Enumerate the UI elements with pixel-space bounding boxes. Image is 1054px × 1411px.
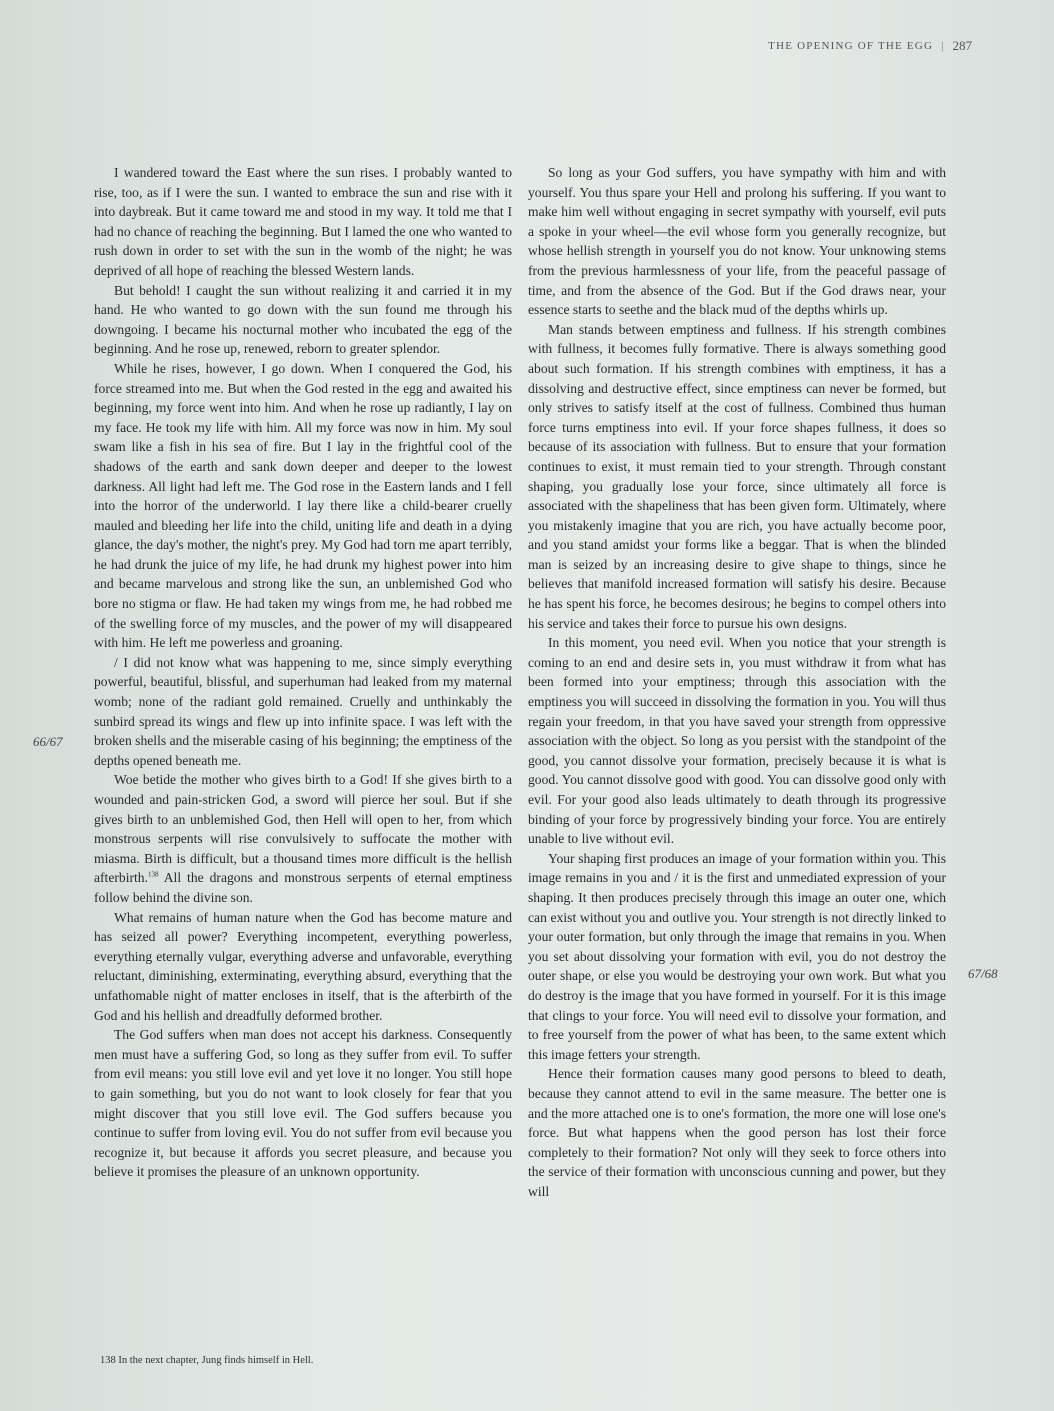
left-column — [94, 163, 512, 1182]
paragraph: I wandered toward the East where the sun rises. I probably wanted to rise, too, as if I were the sun. I wanted to embrace the sun and rise with it into daybreak. But it came toward me and stood in my way. It told me that I had no chance of reaching the beginning. But I lamed the one who wanted to rush down in order to set with the sun in the womb of the night; he was deprived of all hope of reaching the blessed Western lands. — [94, 165, 512, 278]
margin-note-left: 66/67 — [33, 734, 63, 749]
header-separator: | — [941, 40, 945, 52]
right-column — [528, 163, 946, 1201]
paragraph: The God suffers when man does not accept his darkness. Consequently men must have a suffering God, so long as they suffer from evil. To suffer from evil means: you still love evil and yet love it no longer. You still hope to gain something, but you do not want to look closely for fear that you might discover that you still love evil. The God suffers because you continue to suffer from loving evil. You do not suffer from evil because you recognize it, but because it affords you secret pleasure, and because you believe it promises the pleasure of an unknown opportunity. — [94, 1027, 512, 1180]
footnote-ref: 138 — [147, 870, 159, 879]
paragraph-tail: All the dragons and monstrous serpents of eternal emptiness follow behind the divine son. — [94, 870, 512, 905]
paragraph-text: Woe betide the mother who gives birth to a God! If she gives birth to a wounded and pain-stricken God, a sword will pierce her soul. But if she gives birth to an unblemished God, then Hell will open to her, from which monstrous serpents will rise convulsively to suffocate the mother with miasma. Birth is difficult, but a thousand times more difficult is the hellish afterbirth. — [94, 772, 512, 886]
paragraph: In this moment, you need evil. When you notice that your strength is coming to an end and desire sets in, you must withdraw it from what has been formed into your emptiness; through this association with the emptiness you will succeed in dissolving the formation in you. You will thus regain your freedom, in that you have saved your strength from oppressive association with the object. So long as you persist with the standpoint of the good, you cannot dissolve your formation, precisely because it is what is good. You cannot dissolve good with good. You can dissolve good only with evil. For your good also leads ultimately to death through its progressive binding of your force by progressively binding your force. You are entirely unable to live without evil. — [528, 635, 946, 847]
footnote: 138 In the next chapter, Jung finds himself in Hell. — [100, 1355, 314, 1366]
margin-note-right: 67/68 — [968, 966, 998, 981]
paragraph: But behold! I caught the sun without realizing it and carried it in my hand. He who wanted to go down with the sun found me through his downgoing. I became his nocturnal mother who incubated the egg of the beginning. And he rose up, renewed, reborn to greater splendor. — [94, 282, 512, 357]
page-number: 287 — [952, 38, 972, 53]
paragraph: While he rises, however, I go down. When I conquered the God, his force streamed into me. But when the God rested in the egg and awaited his beginning, my force went into him. And when he rose up radiantly, I lay on my face. He took my life with him. All my force was now in him. My soul swam like a fish in his sea of fire. But I lay in the frightful cool of the shadows of the earth and sank down deeper and deeper to the lowest darkness. All light had left me. The God rose in the Eastern lands and I fell into the horror of the underworld. I lay there like a child-bearer cruelly mauled and bleeding her life into the child, uniting life and death in a dying glance, the day's mother, the night's prey. My God had torn me apart terribly, he had drunk the juice of my life, he had drunk my highest power into him and became marvelous and strong like the sun, an unblemished God who bore no stigma or flaw. He had taken my wings from me, he had robbed me of the swelling force of my muscles, and the power of my will disappeared with him. He left me powerless and groaning. — [94, 360, 512, 651]
paragraph: / I did not know what was happening to me, since simply everything powerful, beautiful, blissful, and superhuman had leaked from my maternal womb; none of the radiant gold remained. Cruelly and unthinkably the sunbird spread its wings and flew up into infinite space. I was left with the broken shells and the miserable casing of his beginning; the emptiness of the depths opened beneath me. — [94, 654, 512, 768]
paragraph: So long as your God suffers, you have sympathy with him and with yourself. You thus spare your Hell and prolong his suffering. If you want to make him well without engaging in secret sympathy with yourself, evil puts a spoke in your wheel—the evil whose form you generally recognize, but whose hellish strength in yourself you do not know. Your unknowing stems from the previous harmlessness of your life, from the peaceful passage of time, and from the absence of the God. But if the God draws near, your essence starts to seethe and the black mud of the depths whirls up. — [528, 165, 946, 318]
paragraph: What remains of human nature when the God has become mature and has seized all power? Everything incompetent, everything powerless, everything eternally vulgar, everything adverse and unfavorable, everything reluctant, diminishing, exterminating, everything absurd, everything that the unfathomable night of matter encloses in itself, that is the afterbirth of the God and his hellish and dreadfully deformed brother. — [94, 909, 512, 1023]
paragraph-with-footnote — [94, 770, 512, 907]
paragraph: Your shaping first produces an image of your formation within you. This image remains in you and / it is the first and unmediated expression of your shaping. It then produces precisely through this image an outer one, which can exist without you and outlive you. Your strength is not directly linked to your outer formation, but only through the image that remains in you. When you set about dissolving your formation with evil, you do not destroy the outer shape, or else you would be destroying your own work. But what you do destroy is the image that you have formed in yourself. For it is this image that clings to your force. You will need evil to dissolve your formation, and to free yourself from the power of what has been, to the same extent which this image fetters your strength. — [528, 850, 946, 1062]
paragraph: Man stands between emptiness and fullness. If his strength combines with fullness, it becomes fully formative. There is always something good about such formation. If his strength combines with emptiness, it has a dissolving and destructive effect, since emptiness can never be formed, but only strives to satisfy itself at the cost of fullness. Combined thus human force turns emptiness into evil. If your force shapes fullness, it does so because of its association with fullness. But to ensure that your formation continues to exist, it must remain tied to your strength. Through constant shaping, you gradually lose your force, since ultimately all force is associated with the shapeliness that has been given form. Ultimately, where you mistakenly imagine that you are rich, you have actually become poor, and you stand amidst your forms like a beggar. That is when the blinded man is seized by an increasing desire to give shape to things, since he believes that manifold increased formation will satisfy his desire. Because he has spent his force, he becomes desirous; he begins to compel others into his service and takes their force to pursue his own designs. — [528, 321, 946, 631]
paragraph: Hence their formation causes many good persons to bleed to death, because they cannot attend to evil in the same measure. The better one is and the more attached one is to one's formation, the more one will lose one's force. But what happens when the good person has lost their force completely to their formation? Not only will they seek to force others into the service of their formation with unconscious cunning and power, but they will — [528, 1066, 946, 1199]
running-title: THE OPENING OF THE EGG — [768, 40, 934, 52]
running-header — [768, 38, 972, 54]
